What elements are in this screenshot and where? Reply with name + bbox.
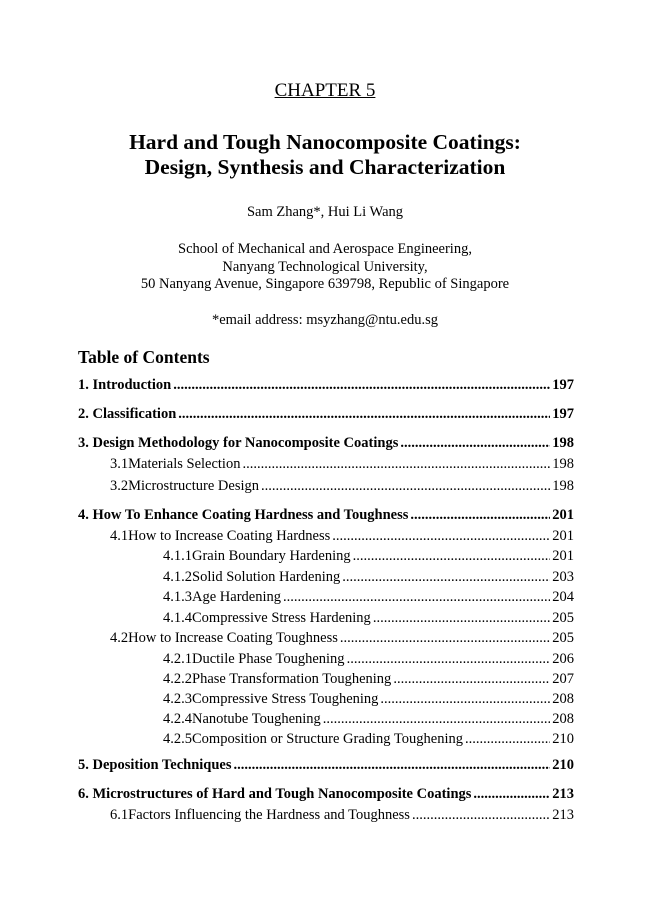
toc-entry-number: 2. bbox=[78, 406, 89, 422]
toc-entry-number: 4.1.4 bbox=[163, 610, 192, 626]
toc-entry-page: 208 bbox=[552, 711, 574, 727]
toc-entry-page: 207 bbox=[552, 671, 574, 687]
toc-entry-page: 201 bbox=[552, 528, 574, 544]
dot-leader bbox=[340, 630, 550, 647]
toc-entry[interactable] bbox=[163, 711, 574, 729]
toc-entry-number: 5. bbox=[78, 757, 89, 773]
dot-leader bbox=[323, 711, 550, 728]
toc-entry[interactable] bbox=[78, 507, 574, 525]
toc-entry[interactable] bbox=[110, 630, 574, 648]
toc-entry-label: Age Hardening bbox=[192, 589, 281, 605]
affiliation-line: 50 Nanyang Avenue, Singapore 639798, Republic of Singapore bbox=[140, 276, 510, 292]
toc-entry[interactable] bbox=[163, 589, 574, 607]
toc-entry-number: 3.1 bbox=[110, 456, 129, 472]
toc-entry[interactable] bbox=[78, 406, 574, 424]
toc-entry-number: 6.1 bbox=[110, 807, 129, 823]
toc-entry[interactable] bbox=[163, 671, 574, 689]
toc-entry-number: 4.1.2 bbox=[163, 569, 192, 585]
toc-entry-label: Factors Influencing the Hardness and Toughness bbox=[128, 807, 410, 823]
affiliation-line: Nanyang Technological University, bbox=[222, 259, 428, 275]
toc-entry-number: 4. bbox=[78, 507, 89, 523]
toc-heading: Table of Contents bbox=[78, 347, 210, 367]
toc-entry-label: Phase Transformation Toughening bbox=[192, 671, 392, 687]
toc-entry-page: 198 bbox=[552, 435, 574, 451]
toc-entry-label: Classification bbox=[92, 406, 177, 422]
toc-entry-label: Ductile Phase Toughening bbox=[192, 651, 345, 667]
toc-entry-number: 4.2.3 bbox=[163, 691, 192, 707]
toc-entry-number: 3.2 bbox=[110, 478, 129, 494]
toc-entry-label: Compressive Stress Hardening bbox=[192, 610, 371, 626]
toc-entry-label: Microstructure Design bbox=[128, 478, 259, 494]
toc-entry-page: 206 bbox=[552, 651, 574, 667]
dot-leader bbox=[283, 589, 550, 606]
toc-entry-page: 210 bbox=[552, 731, 574, 747]
dot-leader bbox=[373, 610, 550, 627]
toc-entry[interactable] bbox=[163, 548, 574, 566]
toc-entry-label: Composition or Structure Grading Toughening bbox=[192, 731, 463, 747]
toc-entry-number: 4.1 bbox=[110, 528, 129, 544]
dot-leader bbox=[380, 691, 550, 708]
toc-entry-page: 213 bbox=[552, 786, 574, 802]
chapter-title-line2: Design, Synthesis and Characterization bbox=[144, 155, 506, 179]
toc-entry-page: 197 bbox=[552, 377, 574, 393]
toc-entry-number: 4.2.2 bbox=[163, 671, 192, 687]
toc-entry-number: 6. bbox=[78, 786, 89, 802]
toc-entry-label: Nanotube Toughening bbox=[192, 711, 321, 727]
dot-leader bbox=[261, 478, 550, 495]
toc-entry-number: 4.2.4 bbox=[163, 711, 192, 727]
toc-entry-label: Compressive Stress Toughening bbox=[192, 691, 379, 707]
toc-entry-page: 204 bbox=[552, 589, 574, 605]
toc-entry-number: 4.2.1 bbox=[163, 651, 192, 667]
toc-entry[interactable] bbox=[78, 377, 574, 395]
dot-leader bbox=[393, 671, 550, 688]
authors: Sam Zhang*, Hui Li Wang bbox=[246, 204, 404, 220]
toc-entry-label: Materials Selection bbox=[128, 456, 241, 472]
toc-entry[interactable] bbox=[163, 610, 574, 628]
dot-leader bbox=[347, 651, 551, 668]
toc-entry-page: 210 bbox=[552, 757, 574, 773]
toc-entry[interactable] bbox=[78, 435, 574, 453]
toc-entry-page: 197 bbox=[552, 406, 574, 422]
dot-leader bbox=[412, 807, 550, 824]
toc-entry[interactable] bbox=[163, 691, 574, 709]
dot-leader bbox=[342, 569, 550, 586]
chapter-title-line1: Hard and Tough Nanocomposite Coatings: bbox=[129, 130, 521, 154]
chapter-label: CHAPTER 5 bbox=[274, 80, 376, 101]
email: *email address: msyzhang@ntu.edu.sg bbox=[212, 312, 438, 328]
toc-entry[interactable] bbox=[110, 528, 574, 546]
dot-leader bbox=[178, 406, 550, 423]
dot-leader bbox=[242, 456, 550, 473]
dot-leader bbox=[465, 731, 550, 748]
dot-leader bbox=[173, 377, 550, 394]
toc-entry-label: Design Methodology for Nanocomposite Coatings bbox=[92, 435, 399, 451]
dot-leader bbox=[473, 786, 550, 803]
toc-entry[interactable] bbox=[110, 456, 574, 474]
dot-leader bbox=[410, 507, 550, 524]
toc-entry-label: How to Increase Coating Toughness bbox=[128, 630, 338, 646]
dot-leader bbox=[400, 435, 550, 452]
dot-leader bbox=[234, 757, 551, 774]
toc-entry-label: How to Increase Coating Hardness bbox=[128, 528, 331, 544]
toc-entry-number: 4.2 bbox=[110, 630, 129, 646]
toc-entry-page: 198 bbox=[552, 478, 574, 494]
affiliation-line: School of Mechanical and Aerospace Engineering, bbox=[178, 241, 472, 257]
dot-leader bbox=[353, 548, 551, 565]
toc-entry-page: 198 bbox=[552, 456, 574, 472]
toc-entry-page: 213 bbox=[552, 807, 574, 823]
toc-entry-page: 205 bbox=[552, 630, 574, 646]
toc-entry-label: Grain Boundary Hardening bbox=[192, 548, 351, 564]
toc-entry[interactable] bbox=[78, 757, 574, 775]
toc-entry-page: 205 bbox=[552, 610, 574, 626]
toc-entry-label: Solid Solution Hardening bbox=[192, 569, 341, 585]
toc-entry-label: Introduction bbox=[92, 377, 172, 393]
toc-entry-number: 4.1.3 bbox=[163, 589, 192, 605]
toc-entry-page: 203 bbox=[552, 569, 574, 585]
toc-entry[interactable] bbox=[163, 651, 574, 669]
toc-entry-number: 1. bbox=[78, 377, 89, 393]
toc-entry[interactable] bbox=[163, 569, 574, 587]
dot-leader bbox=[332, 528, 550, 545]
toc-entry[interactable] bbox=[110, 478, 574, 496]
toc-entry-number: 4.2.5 bbox=[163, 731, 192, 747]
toc-entry-number: 3. bbox=[78, 435, 89, 451]
toc-entry-label: How To Enhance Coating Hardness and Toughness bbox=[92, 507, 409, 523]
toc-entry-page: 201 bbox=[552, 507, 574, 523]
toc-entry-label: Microstructures of Hard and Tough Nanocomposite Coatings bbox=[92, 786, 472, 802]
toc-entry[interactable] bbox=[78, 786, 574, 804]
toc-entry[interactable] bbox=[163, 731, 574, 749]
toc-entry-number: 4.1.1 bbox=[163, 548, 192, 564]
toc-entry-label: Deposition Techniques bbox=[92, 757, 232, 773]
toc-entry-page: 208 bbox=[552, 691, 574, 707]
toc-entry-page: 201 bbox=[552, 548, 574, 564]
toc-entry[interactable] bbox=[110, 807, 574, 825]
